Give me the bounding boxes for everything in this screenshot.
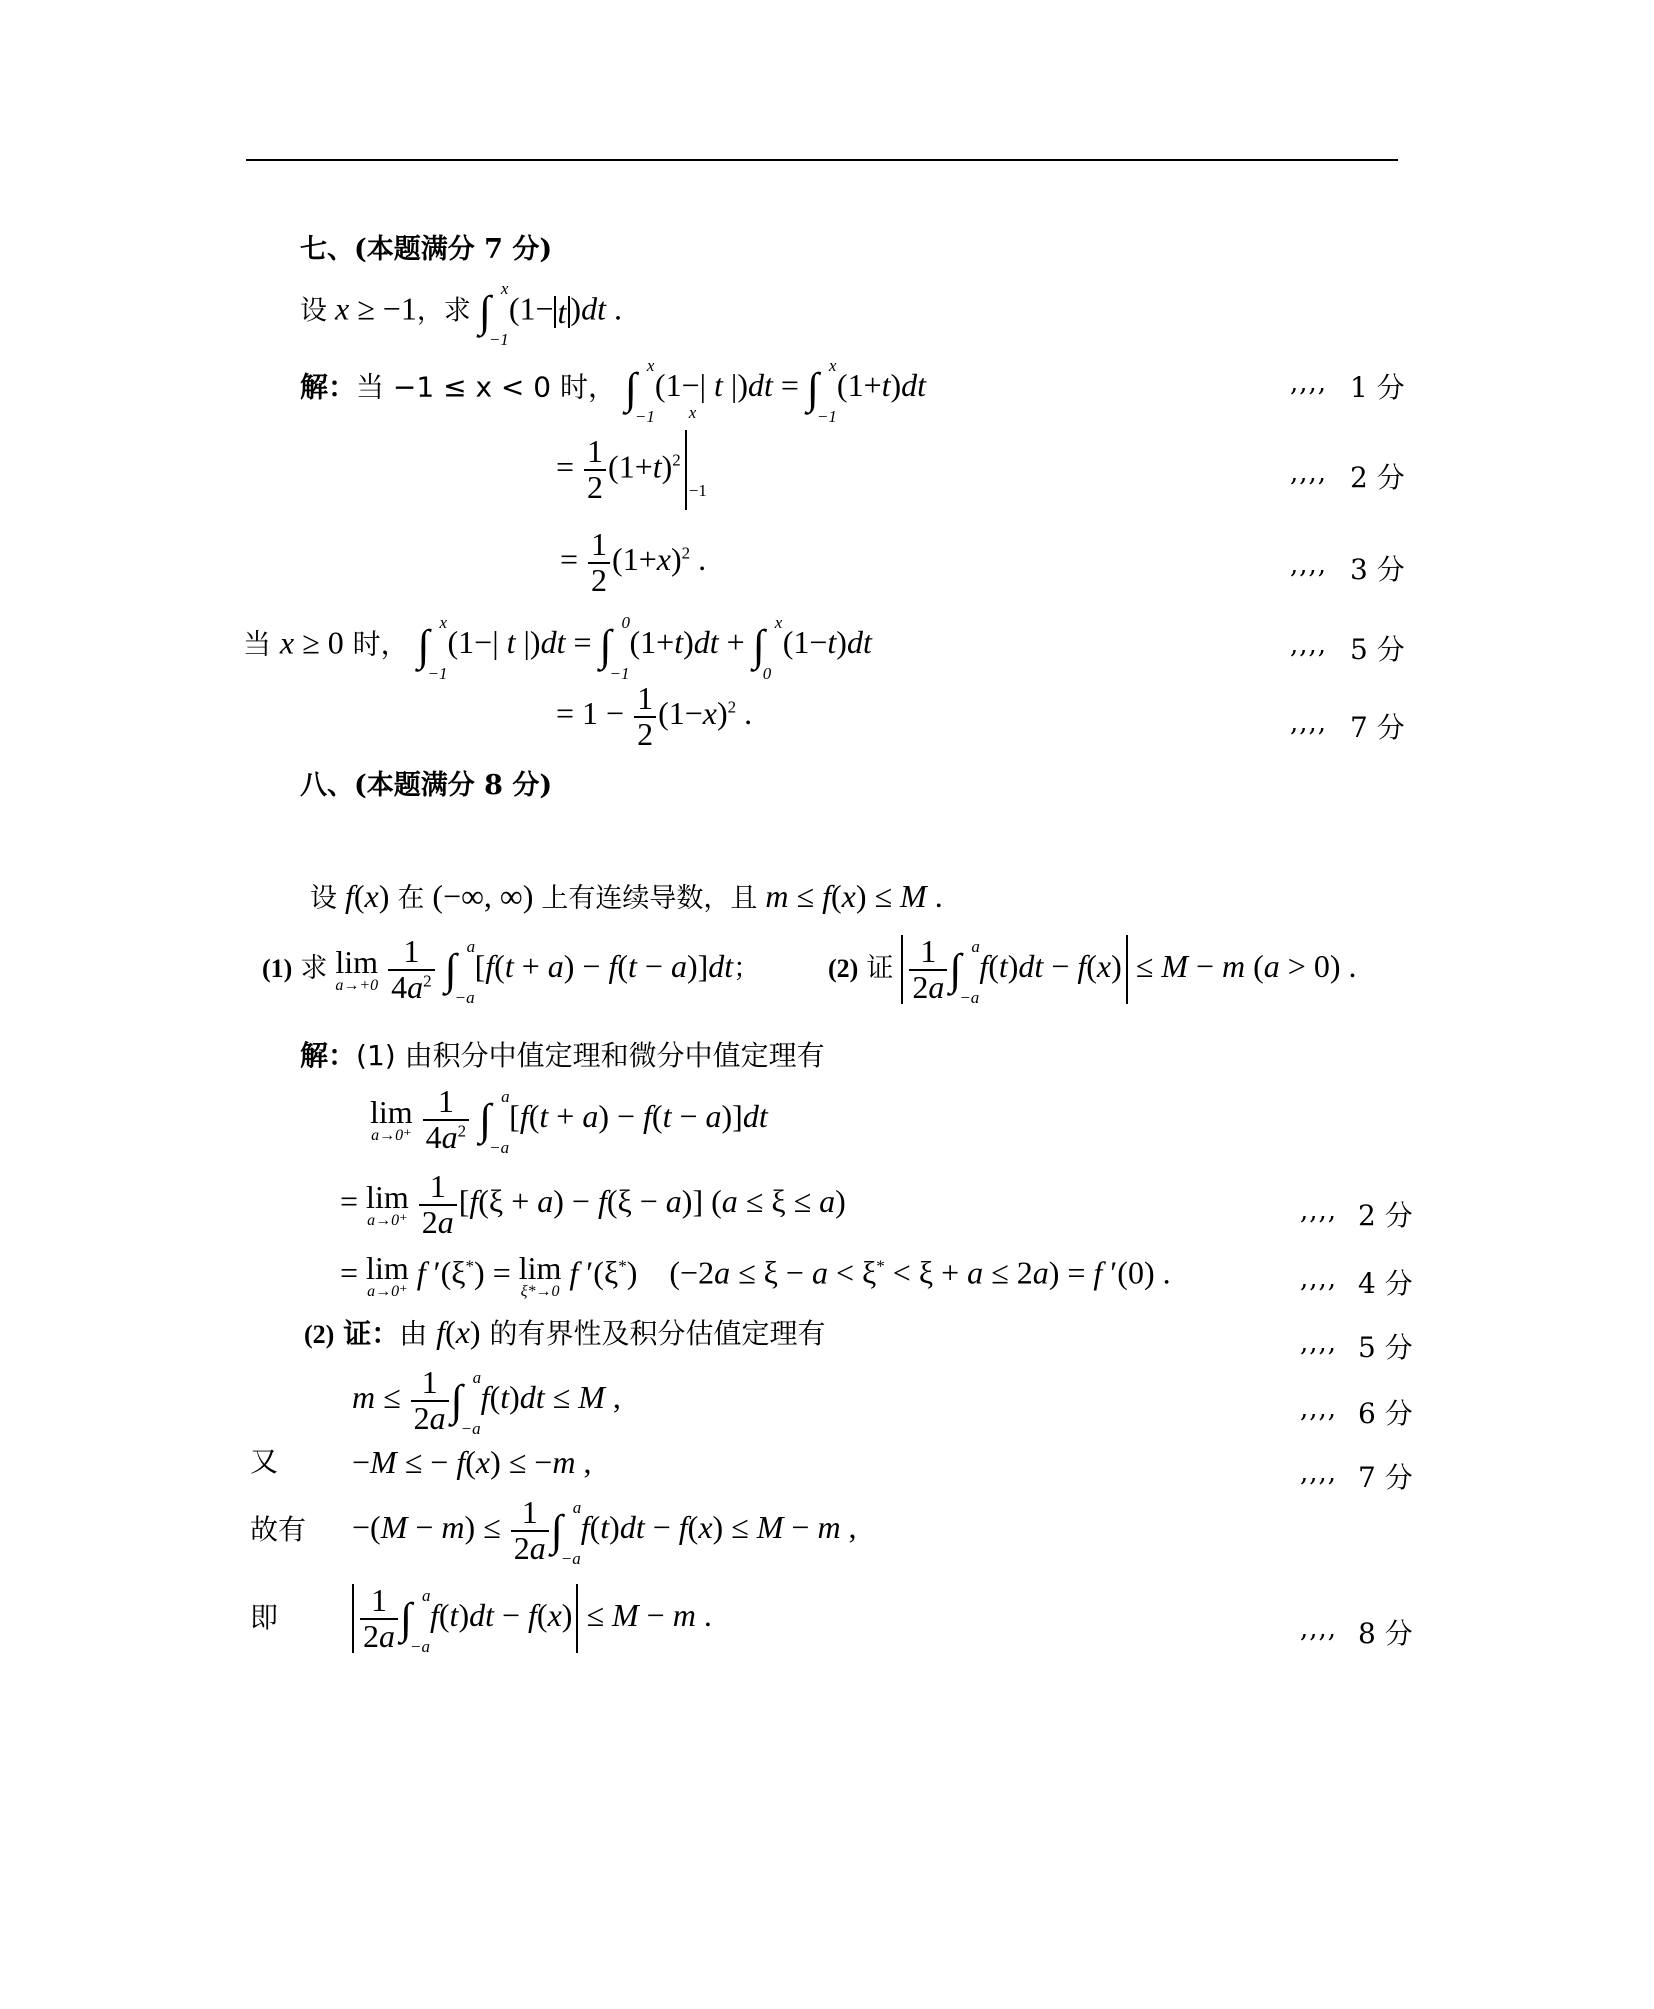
section8-part1: (1) 求 lim a→+0 $\frac{1}{4a^2}$ ∫ a −a [f(t + a) − f(t − a)]dt； [262, 933, 761, 1007]
score-dots: ,,,, [1300, 1614, 1338, 1644]
section7-problem: 设 x ≥ −1，求 ∫ x −1 (1− t )dt . [300, 279, 622, 349]
section8-line8-label: 即 [250, 1601, 279, 1634]
score-8-6: 6 分 [1358, 1397, 1413, 1430]
section7-line4: 当 x ≥ 0 时， ∫ x −1 (1−| t |)dt = ∫ 0 −1 (1+t)dt + ∫ x 0 (1−t)dt [243, 613, 872, 683]
score-7-4: 5 分 [1350, 633, 1405, 666]
section8-problem: 设 f(x) 在 (−∞, ∞) 上有连续导数，且 m ≤ f(x) ≤ M . [310, 878, 943, 914]
section8-line1: lim a→0⁺ $\frac{1}{4a^2}$ ∫ a −a [f(t + a) − f(t − a)]dt [370, 1083, 768, 1157]
score-dots: ,,,, [1290, 368, 1328, 398]
score-8-8: 8 分 [1358, 1617, 1413, 1650]
score-8-5: 5 分 [1358, 1331, 1413, 1364]
header-rule [246, 159, 1398, 161]
section8-line8: $\frac{1}{2a}$ ∫ a −a f(t)dt − f(x) ≤ M − m . [352, 1584, 712, 1653]
score-dots: ,,,, [1290, 630, 1328, 660]
section8-line7-label: 故有 [250, 1513, 307, 1546]
solution-label: 解： [300, 1039, 357, 1072]
section8-line6: −M ≤ − f(x) ≤ −m , [352, 1444, 592, 1480]
score-dots: ,,,, [1300, 1328, 1338, 1358]
score-7-1: 1 分 [1350, 371, 1405, 404]
score-dots: ,,,, [1290, 708, 1328, 738]
score-7-3: 3 分 [1350, 553, 1405, 586]
score-8-7: 7 分 [1358, 1461, 1413, 1494]
section7-line3: = $\frac{1}{2}$ $(1+x)^2$ . [560, 526, 707, 598]
score-dots: ,,,, [1300, 1264, 1338, 1294]
score-dots: ,,,, [1300, 1458, 1338, 1488]
section8-title: 八、(本题满分 8 分) [300, 770, 553, 801]
score-dots: ,,,, [1290, 458, 1328, 488]
section8-sol1 [300, 1039, 825, 1072]
score-dots: ,,,, [1300, 1394, 1338, 1424]
section8-part2: (2) 证 $\frac{1}{2a}$ ∫ a −a f(t)dt − f(x) ≤ M − m (a > 0) . [828, 933, 1357, 1007]
score-dots: ,,,, [1290, 550, 1328, 580]
section7-line5: = 1 − $\frac{1}{2}$ $(1-x)^2$ . [556, 680, 753, 752]
score-dots: ,,,, [1300, 1196, 1338, 1226]
case1-text: 当 −1 ≤ x < 0 时， [356, 370, 617, 404]
score-8-4: 4 分 [1358, 1267, 1413, 1300]
section8-line5: m ≤ $\frac{1}{2a}$ ∫ a −a f(t)dt ≤ M , [352, 1364, 621, 1438]
section8-line6-label: 又 [250, 1445, 279, 1478]
section7-line2: = $\frac{1}{2}$ $(1+t)^2$ x −1 [556, 430, 687, 510]
score-8-2: 2 分 [1358, 1199, 1413, 1232]
section8-line3: = lim a→0⁺ f ′(ξ*) = lim ξ*→0 f ′(ξ*) (−2a ≤ ξ − a < ξ* < ξ + a ≤ 2a) = f ′(0) . [340, 1250, 1171, 1300]
section7-title: 七、(本题满分 7 分) [300, 234, 553, 265]
section7-line1: 解：当 −1 ≤ x < 0 时， ∫ x −1 (1−| t |)dt = ∫ x −1 (1+t)dt [300, 356, 927, 426]
section8-line2: = lim a→0⁺ $\frac{1}{2a}$ [f(ξ + a) − f(ξ − a)] (a ≤ ξ ≤ a) [340, 1168, 846, 1240]
solution-label: 解： [300, 370, 357, 404]
section8-line4: (2) 证：由 f(x) 的有界性及积分估值定理有 [304, 1314, 826, 1350]
sol1-text: (1) 由积分中值定理和微分中值定理有 [356, 1039, 825, 1072]
score-7-2: 2 分 [1350, 461, 1405, 494]
score-7-5: 7 分 [1350, 711, 1405, 744]
section8-line7: −(M − m) ≤ $\frac{1}{2a}$ ∫ a −a f(t)dt − f(x) ≤ M − m , [352, 1494, 857, 1568]
